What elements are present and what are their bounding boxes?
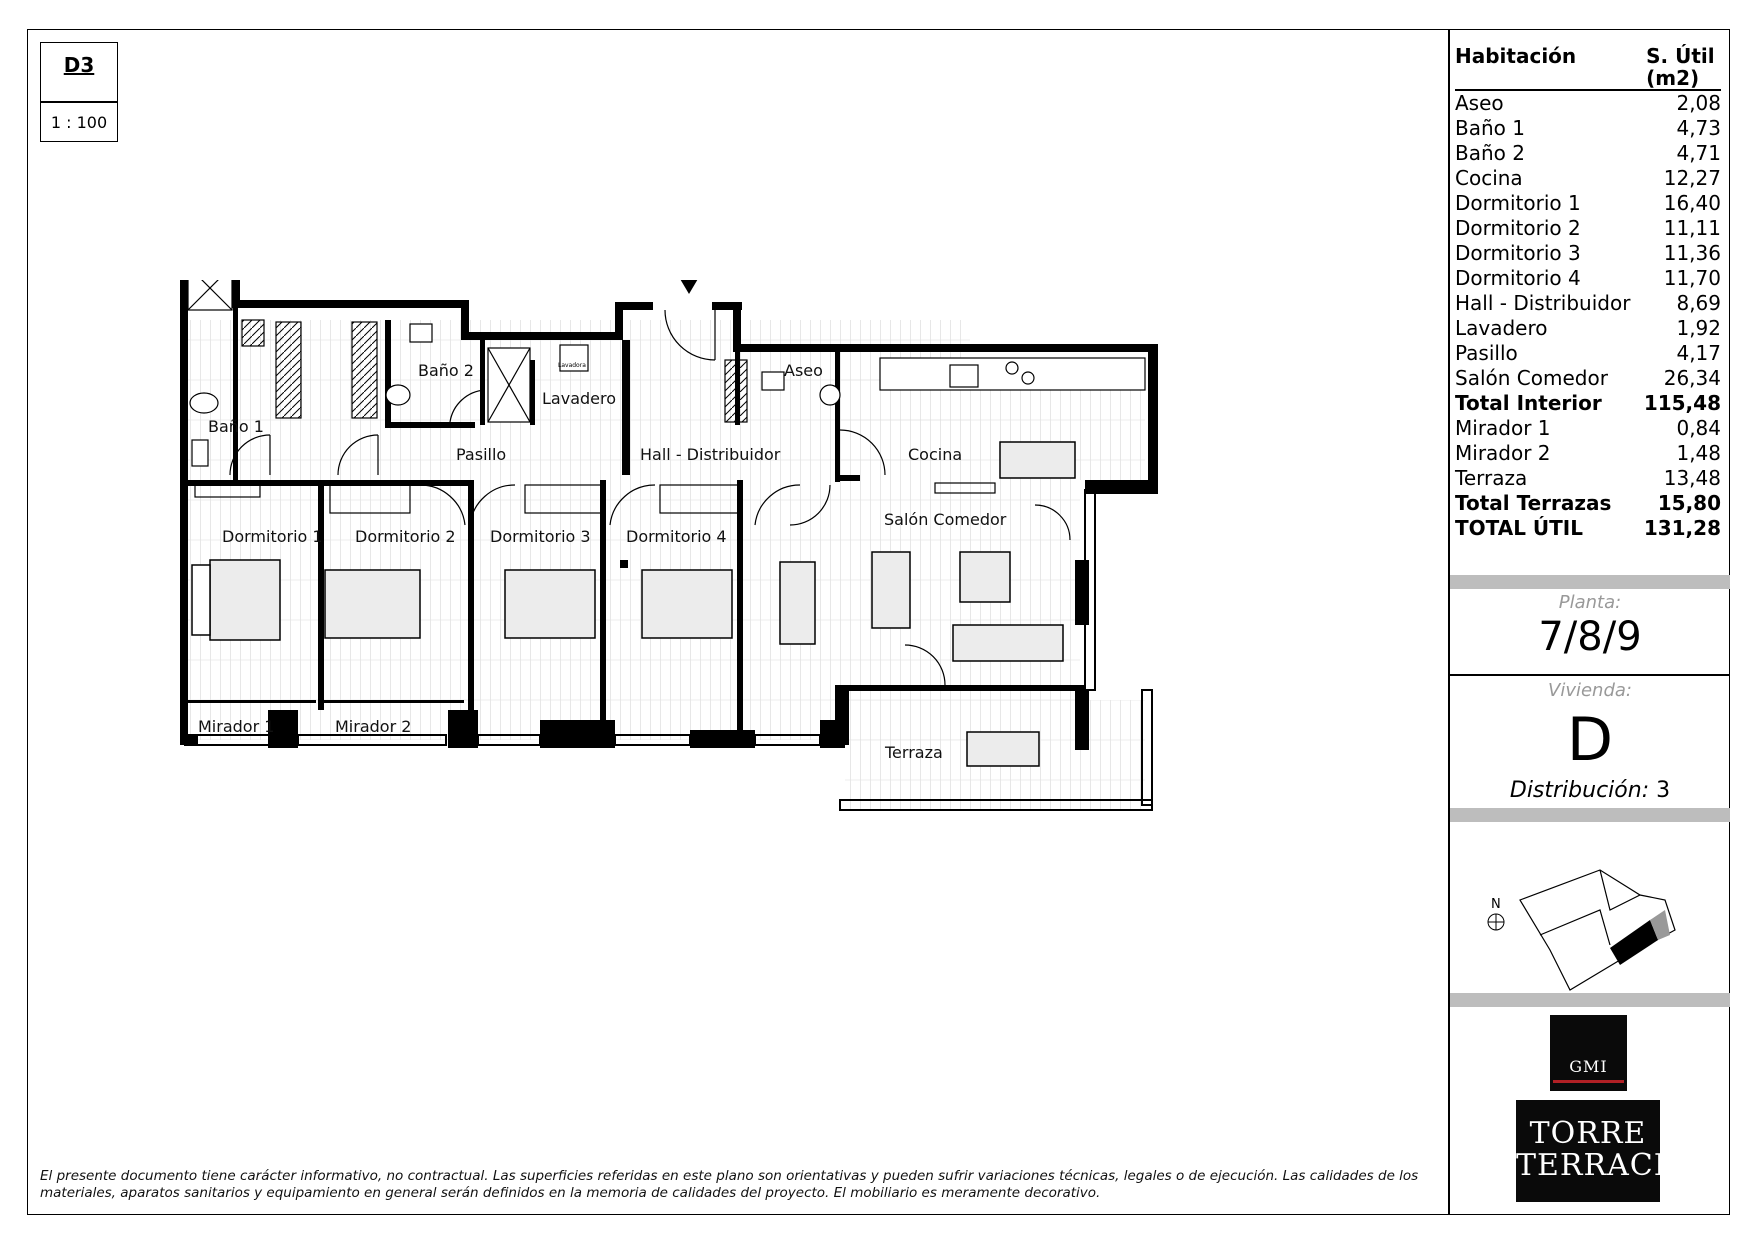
- area-row: [1455, 266, 1721, 291]
- area-row-name: Salón Comedor: [1455, 366, 1608, 390]
- area-row-name: Dormitorio 2: [1455, 216, 1581, 240]
- entry-arrow-icon: [673, 280, 705, 294]
- area-row-value: 4,73: [1676, 116, 1721, 140]
- area-row-value: 12,27: [1663, 166, 1721, 190]
- label-dormitorio-3: Dormitorio 3: [490, 527, 591, 546]
- area-row-name: Dormitorio 3: [1455, 241, 1581, 265]
- torre-terrace-logo: [1516, 1100, 1677, 1202]
- planta-value: 7/8/9: [1538, 614, 1642, 660]
- area-row-name: Dormitorio 4: [1455, 266, 1581, 290]
- area-row-value: 15,80: [1657, 491, 1721, 515]
- plan-scale: 1 : 100: [50, 113, 108, 132]
- label-lavadora: Lavadora: [558, 362, 586, 369]
- area-row-value: 16,40: [1663, 191, 1721, 215]
- area-row-value: 4,17: [1676, 341, 1721, 365]
- label-dormitorio-1: Dormitorio 1: [222, 527, 323, 546]
- area-table: [1455, 45, 1721, 541]
- label-cocina: Cocina: [908, 445, 963, 464]
- area-row: [1455, 491, 1721, 516]
- area-row-value: 11,70: [1663, 266, 1721, 290]
- area-row-name: Mirador 2: [1455, 441, 1551, 465]
- key-plan-drawing: [1480, 840, 1700, 1010]
- torre-terrace-logo-text: TORRE TERRACE: [1516, 1116, 1677, 1183]
- area-row-value: 11,11: [1663, 216, 1721, 240]
- area-row-value: 2,08: [1676, 91, 1721, 115]
- area-row: [1455, 141, 1721, 166]
- label-aseo: Aseo: [784, 361, 823, 380]
- area-row-name: Dormitorio 1: [1455, 191, 1581, 215]
- area-row: [1455, 216, 1721, 241]
- area-row: [1455, 466, 1721, 491]
- area-row-name: Mirador 1: [1455, 416, 1551, 440]
- area-row-name: Hall - Distribuidor: [1455, 291, 1631, 315]
- label-terraza: Terraza: [885, 743, 943, 762]
- label-bano-1: Baño 1: [208, 417, 264, 436]
- area-row-name: Aseo: [1455, 91, 1504, 115]
- plan-code-separator: [41, 101, 117, 103]
- area-row-value: 13,48: [1663, 466, 1721, 490]
- area-row: [1455, 516, 1721, 541]
- band-divider: [1450, 808, 1730, 822]
- band-divider: [1450, 575, 1730, 589]
- header-area: S. Útil (m2): [1646, 45, 1721, 91]
- area-row-name: Lavadero: [1455, 316, 1548, 340]
- area-row-name: Terraza: [1455, 466, 1528, 490]
- area-row-value: 0,84: [1676, 416, 1721, 440]
- label-dormitorio-4: Dormitorio 4: [626, 527, 727, 546]
- area-row: [1455, 291, 1721, 316]
- label-mirador-1: Mirador 1: [198, 717, 275, 736]
- gmi-logo: [1550, 1015, 1627, 1091]
- area-row: [1455, 391, 1721, 416]
- area-row: [1455, 366, 1721, 391]
- separator-line: [1450, 674, 1730, 676]
- area-row-value: 1,48: [1676, 441, 1721, 465]
- label-salon: Salón Comedor: [884, 510, 1007, 529]
- area-table-rows: [1455, 91, 1721, 541]
- label-pasillo: Pasillo: [456, 445, 507, 464]
- header-room: Habitación: [1455, 45, 1646, 91]
- area-table-header: [1455, 45, 1721, 91]
- area-row-value: 131,28: [1643, 516, 1721, 540]
- area-row-value: 26,34: [1663, 366, 1721, 390]
- gmi-logo-accent: [1553, 1080, 1624, 1083]
- label-bano-2: Baño 2: [418, 361, 474, 380]
- area-row: [1455, 441, 1721, 466]
- area-row: [1455, 116, 1721, 141]
- area-row-name: Baño 1: [1455, 116, 1525, 140]
- key-plan: [1480, 840, 1700, 1010]
- plan-code: D3: [63, 53, 95, 77]
- gmi-logo-text: GMI: [1569, 1057, 1608, 1076]
- plan-code-box: [40, 42, 118, 142]
- area-row: [1455, 341, 1721, 366]
- area-row-name: Baño 2: [1455, 141, 1525, 165]
- distribucion-value: 3: [1656, 778, 1671, 803]
- area-row: [1455, 241, 1721, 266]
- area-row: [1455, 91, 1721, 116]
- floor-plan: [180, 280, 1320, 920]
- area-row-name: Total Terrazas: [1455, 491, 1612, 515]
- area-row: [1455, 166, 1721, 191]
- area-row-name: Cocina: [1455, 166, 1523, 190]
- distribucion-line: [1450, 778, 1730, 803]
- area-row: [1455, 416, 1721, 441]
- area-row-value: 11,36: [1663, 241, 1721, 265]
- vivienda-label: Vivienda:: [1548, 680, 1632, 701]
- area-row: [1455, 191, 1721, 216]
- label-lavadero: Lavadero: [542, 389, 617, 408]
- floor-plan-drawing: [180, 280, 1320, 920]
- label-hall: Hall - Distribuidor: [640, 445, 781, 464]
- area-row-name: Total Interior: [1455, 391, 1602, 415]
- area-row-value: 4,71: [1676, 141, 1721, 165]
- area-row-value: 8,69: [1676, 291, 1721, 315]
- vivienda-value: D: [1566, 705, 1614, 775]
- area-row-name: Pasillo: [1455, 341, 1518, 365]
- label-mirador-2: Mirador 2: [335, 717, 412, 736]
- area-row-value: 115,48: [1643, 391, 1721, 415]
- band-divider: [1450, 993, 1730, 1007]
- disclaimer: El presente documento tiene carácter informativo, no contractual. Las superficies referidas en este plano son orientativas y pueden sufrir variaciones técnicas, legales o de ejecución. Las calidades de los materiales, aparatos sanitarios y equipamiento en general serán definidos en la memoria de calidades del proyecto. El mobiliario es meramente decorativo.: [40, 1168, 1419, 1201]
- area-row-value: 1,92: [1676, 316, 1721, 340]
- label-dormitorio-2: Dormitorio 2: [355, 527, 456, 546]
- north-label: N: [1491, 897, 1501, 912]
- planta-label: Planta:: [1558, 592, 1622, 613]
- area-row-name: TOTAL ÚTIL: [1455, 516, 1583, 540]
- distribucion-label: Distribución:: [1509, 778, 1650, 803]
- area-row: [1455, 316, 1721, 341]
